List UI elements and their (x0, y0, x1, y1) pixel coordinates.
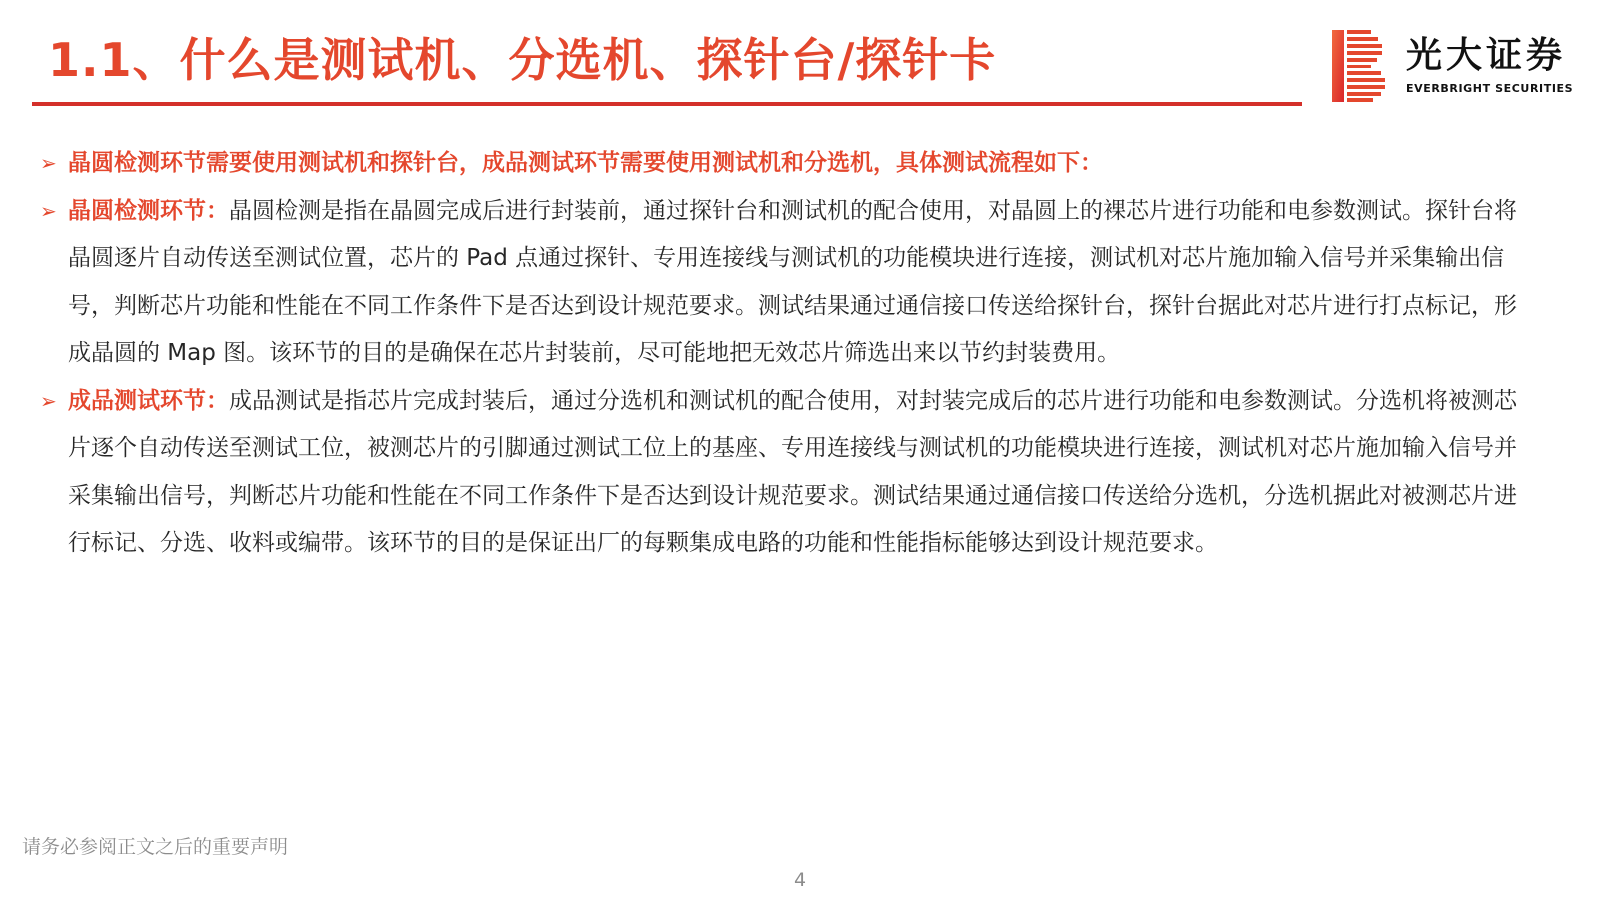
page-number: 4 (793, 869, 807, 891)
slide-header (0, 0, 1600, 110)
bullet-lead: 晶圆检测环节需要使用测试机和探针台，成品测试环节需要使用测试机和分选机，具体测试流程如下： (68, 150, 1103, 176)
arrow-bullet-icon: ➢ (40, 151, 57, 175)
arrow-bullet-icon: ➢ (40, 388, 57, 413)
bullet-item-wafer-test (38, 188, 1530, 378)
footer-disclaimer: 请务必参阅正文之后的重要声明 (22, 836, 289, 858)
bullet-item-summary (38, 140, 1530, 188)
bullet-body: 晶圆检测是指在晶圆完成后进行封装前，通过探针台和测试机的配合使用，对晶圆上的裸芯片进行功能和电参数测试。探针台将晶圆逐片自动传送至测试位置，芯片的 Pad 点通过探针、专用连接线与测试机的功能模块进行连接，测试机对芯片施加输入信号并采集输出信号，判断芯片功能和性能在不同工作条件下是否达到设计规范要求。测试结果通过通信接口传送给探针台，探针台据此对芯片进行打点标记，形成晶圆的 Map 图。该环节的目的是确保在芯片封装前，尽可能地把无效芯片筛选出来以节约封装费用。 (68, 197, 1517, 366)
slide-body (38, 140, 1530, 568)
bullet-item-final-test (38, 378, 1530, 568)
logo-name-cn: 光大证券 (1406, 35, 1567, 76)
arrow-bullet-icon: ➢ (40, 198, 57, 223)
bullet-lead: 成品测试环节： (68, 387, 229, 414)
bullet-body: 成品测试是指芯片完成封装后，通过分选机和测试机的配合使用，对封装完成后的芯片进行功能和电参数测试。分选机将被测芯片逐个自动传送至测试工位，被测芯片的引脚通过测试工位上的基座、专用连接线与测试机的功能模块进行连接，测试机对芯片施加输入信号并采集输出信号，判断芯片功能和性能在不同工作条件下是否达到设计规范要求。测试结果通过通信接口传送给分选机，分选机据此对被测芯片进行标记、分选、收料或编带。该环节的目的是保证出厂的每颗集成电路的功能和性能指标能够达到设计规范要求。 (68, 387, 1517, 556)
company-logo (1332, 30, 1582, 102)
logo-name-en: EVERBRIGHT SECURITIES (1406, 82, 1574, 95)
everbright-logo-icon (1332, 30, 1388, 102)
bullet-lead: 晶圆检测环节： (68, 197, 229, 224)
title-underline (32, 102, 1302, 106)
page-title: 1.1、什么是测试机、分选机、探针台/探针卡 (48, 33, 997, 87)
